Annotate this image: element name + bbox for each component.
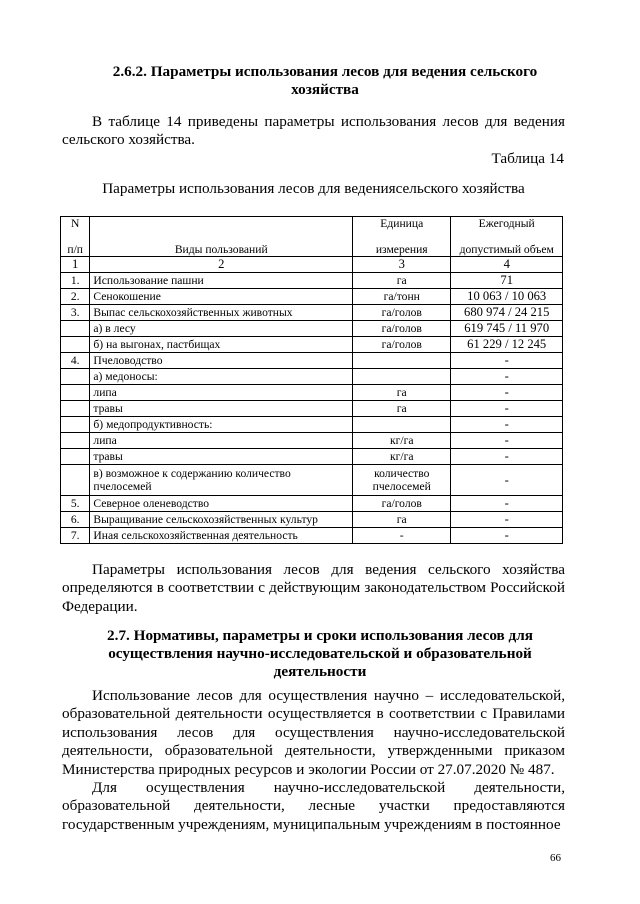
- table-row: [61, 512, 563, 528]
- row-number: 3.: [61, 305, 90, 321]
- row-number: [61, 321, 90, 337]
- row-number: 1.: [61, 273, 90, 289]
- row-number: 2.: [61, 289, 90, 305]
- header-unit: [353, 217, 451, 257]
- row-number: [61, 465, 90, 496]
- table-row: [61, 305, 563, 321]
- row-value: 619 745 / 11 970: [451, 321, 563, 337]
- table-row: [61, 321, 563, 337]
- row-unit: га/голов: [353, 496, 451, 512]
- table-row: [61, 353, 563, 369]
- row-unit: га/голов: [353, 305, 451, 321]
- row-kind: Иная сельскохозяйственная деятельность: [90, 528, 353, 544]
- table-label: Таблица 14: [491, 150, 564, 167]
- row-kind: в) возможное к содержанию количество пчелосемей: [90, 465, 353, 496]
- row-value: -: [451, 512, 563, 528]
- header-unit-top: Единица: [380, 217, 424, 230]
- row-value: 61 229 / 12 245: [451, 337, 563, 353]
- row-number: [61, 449, 90, 465]
- table-row: [61, 496, 563, 512]
- row-kind: Пчеловодство: [90, 353, 353, 369]
- header-volume-top: Ежегодный: [478, 217, 535, 230]
- header-kind: Виды пользований: [90, 217, 353, 257]
- row-kind: травы: [90, 449, 353, 465]
- row-value: -: [451, 385, 563, 401]
- header-num-bottom: п/п: [67, 243, 84, 256]
- row-number: [61, 433, 90, 449]
- row-kind: Использование пашни: [90, 273, 353, 289]
- row-kind: Сенокошение: [90, 289, 353, 305]
- column-number: 4: [451, 257, 563, 273]
- row-value: -: [451, 353, 563, 369]
- row-number: [61, 385, 90, 401]
- intro-paragraph: В таблице 14 приведены параметры использования лесов для ведения сельского хозяйства.: [62, 113, 565, 149]
- row-number: 7.: [61, 528, 90, 544]
- row-unit: га: [353, 512, 451, 528]
- row-value: -: [451, 369, 563, 385]
- row-unit: кг/га: [353, 449, 451, 465]
- row-unit: [353, 417, 451, 433]
- row-kind: Выпас сельскохозяйственных животных: [90, 305, 353, 321]
- row-unit: га/голов: [353, 321, 451, 337]
- column-number: 1: [61, 257, 90, 273]
- row-value: -: [451, 528, 563, 544]
- row-number: [61, 337, 90, 353]
- row-value: -: [451, 401, 563, 417]
- row-value: 680 974 / 24 215: [451, 305, 563, 321]
- row-unit: га: [353, 273, 451, 289]
- after-table-paragraph: Параметры использования лесов для ведения сельского хозяйства определяются в соответствии с действующим законодательством Российской Федерации.: [62, 561, 565, 615]
- row-unit: га/голов: [353, 337, 451, 353]
- table-row: [61, 417, 563, 433]
- header-volume-bottom: допустимый объем: [459, 243, 554, 256]
- row-unit: количество пчелосемей: [353, 465, 451, 496]
- table-header-row: [61, 217, 563, 257]
- table-row: [61, 465, 563, 496]
- row-kind: Северное оленеводство: [90, 496, 353, 512]
- row-kind: б) на выгонах, пастбищах: [90, 337, 353, 353]
- table-row: [61, 449, 563, 465]
- row-value: -: [451, 465, 563, 496]
- table-row: [61, 273, 563, 289]
- row-value: -: [451, 496, 563, 512]
- table-row: [61, 337, 563, 353]
- row-unit: -: [353, 528, 451, 544]
- header-volume: [451, 217, 563, 257]
- column-number-row: [61, 257, 563, 273]
- row-kind: а) в лесу: [90, 321, 353, 337]
- row-number: [61, 401, 90, 417]
- row-unit: га: [353, 385, 451, 401]
- row-value: 71: [451, 273, 563, 289]
- row-number: 5.: [61, 496, 90, 512]
- row-unit: кг/га: [353, 433, 451, 449]
- table-row: [61, 369, 563, 385]
- row-kind: б) медопродуктивность:: [90, 417, 353, 433]
- header-num: [61, 217, 90, 257]
- table-row: [61, 385, 563, 401]
- column-number: 3: [353, 257, 451, 273]
- paragraph-plots: Для осуществления научно-исследовательской деятельности, образовательной деятельности, лесные участки предоставляются государственным учреждениям, муниципальным учреждениям в постоянное: [62, 779, 565, 833]
- row-number: 4.: [61, 353, 90, 369]
- row-value: -: [451, 433, 563, 449]
- table-row: [61, 433, 563, 449]
- table-row: [61, 401, 563, 417]
- row-kind: липа: [90, 385, 353, 401]
- row-unit: [353, 353, 451, 369]
- table-row: [61, 528, 563, 544]
- column-number: 2: [90, 257, 353, 273]
- row-number: 6.: [61, 512, 90, 528]
- row-unit: га: [353, 401, 451, 417]
- header-num-top: N: [71, 217, 80, 230]
- section2-title: 2.7. Нормативы, параметры и сроки использования лесов для осуществления научно-исследовательской и образовательной деятельности: [107, 627, 533, 680]
- table-caption: Параметры использования лесов для ведениясельского хозяйства: [102, 180, 525, 197]
- table-row: [61, 289, 563, 305]
- page-number: 66: [550, 852, 561, 864]
- section-title: 2.6.2. Параметры использования лесов для ведения сельского хозяйства: [112, 63, 538, 98]
- row-kind: травы: [90, 401, 353, 417]
- paragraph-rules: Использование лесов для осуществления научно – исследовательской, образовательной деятельности осуществляется в соответствии с Правилами использования лесов для осуществления научно-исследовательской деятельности, образовательной деятельности, утвержденными приказом Министерства природных ресурсов и экологии России от 27.07.2020 № 487.: [62, 687, 565, 778]
- row-unit: га/тонн: [353, 289, 451, 305]
- row-number: [61, 417, 90, 433]
- row-value: -: [451, 449, 563, 465]
- row-kind: а) медоносы:: [90, 369, 353, 385]
- row-kind: Выращивание сельскохозяйственных культур: [90, 512, 353, 528]
- header-unit-bottom: измерения: [375, 243, 428, 256]
- row-unit: [353, 369, 451, 385]
- parameters-table: [60, 216, 563, 544]
- row-value: 10 063 / 10 063: [451, 289, 563, 305]
- row-value: -: [451, 417, 563, 433]
- row-number: [61, 369, 90, 385]
- row-kind: липа: [90, 433, 353, 449]
